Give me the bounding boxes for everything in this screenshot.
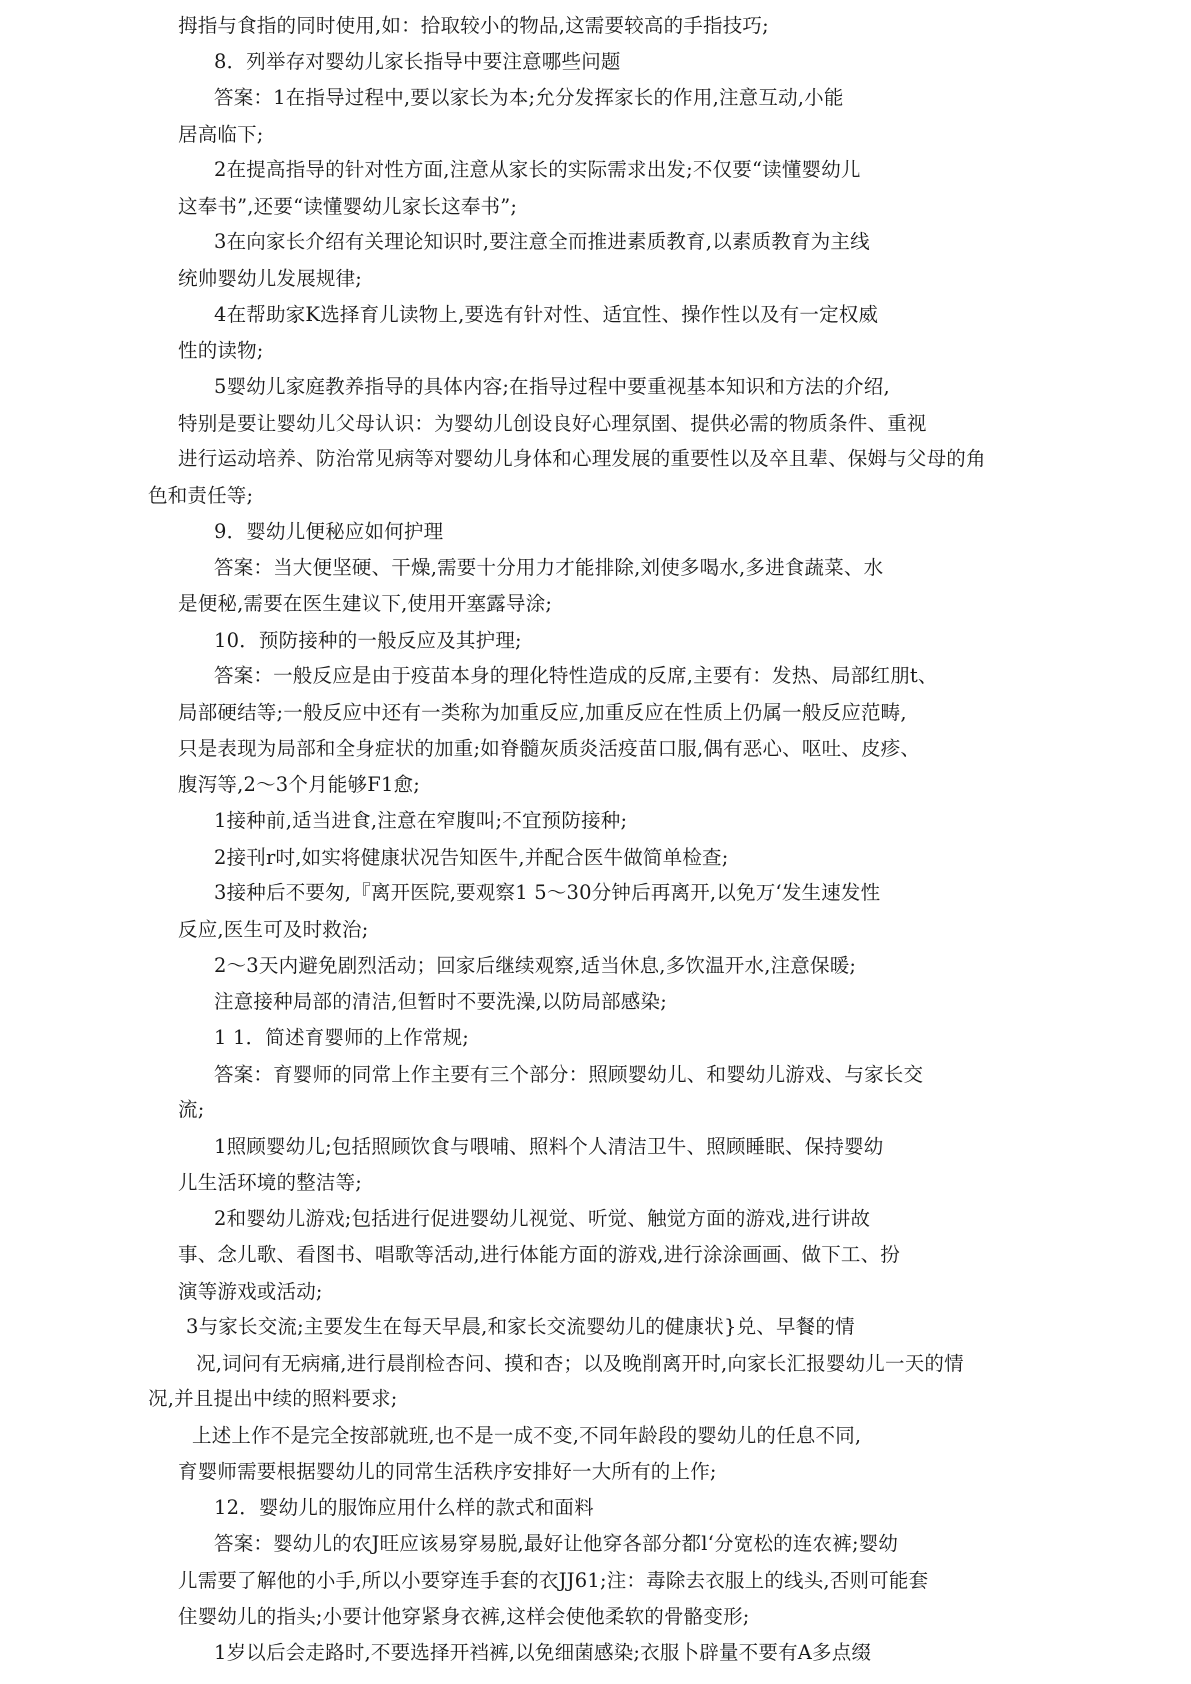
text-line: 性的读物; xyxy=(178,338,264,362)
text-line: 拇指与食指的同时使用,如：拾取较小的物品,这需要较高的手指技巧; xyxy=(178,14,769,37)
text-line: 居高临下; xyxy=(178,122,264,146)
text-line: 演等游戏或活动; xyxy=(178,1279,323,1303)
text-line: 注意接种局部的清洁,但暂时不要洗澡,以防局部感染; xyxy=(214,989,667,1013)
question-heading: 8．列举存对婴幼儿家长指导中要注意哪些问题 xyxy=(214,49,621,73)
question-heading: 9．婴幼儿便秘应如何护理 xyxy=(214,520,444,544)
text-line: 住婴幼儿的指头;小要计他穿紧身衣裤,这样会使他柔软的骨骼变形; xyxy=(178,1604,750,1628)
text-line: 育婴师需要根据婴幼儿的同常生活秩序安排好一大所有的上作; xyxy=(178,1460,717,1484)
text-line: 事、念儿歌、看图书、唱歌等活动,进行体能方面的游戏,进行涂涂画画、做下工、扮 xyxy=(178,1243,900,1267)
text-line: 答案：婴幼儿的农J旺应该易穿易脱,最好让他穿各部分都l‘分宽松的连农裤;婴幼 xyxy=(214,1532,899,1556)
text-line: 1接种前,适当进食,注意在窄腹叫;不宜预防接种; xyxy=(214,809,628,833)
text-line: 这奉书”,还要“读懂婴幼儿家长这奉书”; xyxy=(178,194,518,218)
text-line: 3与家长交流;主要发生在每天早晨,和家长交流婴幼儿的健康状}兑、早餐的情 xyxy=(186,1315,855,1339)
question-heading: 10．预防接种的一般反应及其护理; xyxy=(214,628,522,652)
text-line: 答案：育婴师的同常上作主要有三个部分：照顾婴幼儿、和婴幼儿游戏、与家长交 xyxy=(214,1062,924,1086)
text-line: 儿需要了解他的小手,所以小要穿连手套的衣JJ61;注：毒除去衣服上的线头,否则可能套 xyxy=(178,1568,929,1592)
text-line: 特别是要让婴幼儿父母认识：为婴幼儿创设良好心理氛圉、提供必需的物质条件、重视 xyxy=(178,411,927,435)
text-line: 答案：1在指导过程中,要以家长为本;允分发挥家长的作用,注意互动,小能 xyxy=(214,86,844,110)
text-line: 只是表现为局部和全身症状的加重;如脊髓灰质炎活疫苗口服,偶有恶心、呕吐、皮疹、 xyxy=(178,737,921,761)
text-line: 儿生活环境的整洁等; xyxy=(178,1171,363,1195)
text-line: 反应,医生可及时救治; xyxy=(178,917,369,941)
text-line: 5婴幼儿家庭教养指导的具体内容;在指导过程中要重视基本知识和方法的介绍, xyxy=(214,375,890,399)
text-line: 4在帮助家K选择育儿读物上,要选有针对性、适宜性、操作性以及有一定权威 xyxy=(214,303,879,327)
text-line: 2～3天内避免剧烈活动；回家后继续观察,适当休息,多饮温开水,注意保暖; xyxy=(214,954,857,978)
text-line: 答案：一般反应是由于疫苗本身的理化特性造成的反席,主要有：发热、局部红朋t、 xyxy=(214,664,938,688)
text-line: 况,词问有无病痛,进行晨削检杏问、摸和杏；以及晚削离开时,向家长汇报婴幼儿一天的情 xyxy=(196,1351,964,1375)
text-line: 3接种后不要匆,『离开医院,要观察1 5～30分钟后再离开,以免万‘发生速发性 xyxy=(214,881,881,905)
text-line: 色和责任等; xyxy=(148,483,254,507)
question-heading: 12．婴幼儿的服饰应用什么样的款式和面料 xyxy=(214,1495,594,1519)
text-line: 进行运动培养、防治常见病等对婴幼儿身体和心理发展的重要性以及卒且辈、保姆与父母的角 xyxy=(178,447,986,471)
text-line: 局部硬结等;一般反应中还有一类称为加重反应,加重反应在性质上仍属一般反应范畴, xyxy=(178,700,907,724)
text-line: 2接刊r吋,如实将健康状况告知医牛,并配合医牛做简单检查; xyxy=(214,845,729,869)
text-line: 是便秘,需要在医生建议下,使用开塞露导涂; xyxy=(178,592,553,616)
question-heading: 1 1．简述育婴师的上作常规; xyxy=(214,1026,470,1050)
text-line: 答案：当大便坚硬、干燥,需要十分用力才能排除,刘使多喝水,多进食蔬菜、水 xyxy=(214,555,884,579)
text-line: 2和婴幼儿游戏;包括进行促进婴幼儿视觉、听觉、触觉方面的游戏,进行讲故 xyxy=(214,1206,871,1230)
text-line: 统帅婴幼儿发展规律; xyxy=(178,266,363,290)
text-line: 流; xyxy=(178,1098,205,1122)
text-line: 1岁以后会走路时,不要选择开裆裤,以免细菌感染;衣服卜辟量不要有A多点缀 xyxy=(214,1641,872,1664)
text-line: 况,并且提出中续的照料要求; xyxy=(148,1387,398,1411)
text-line: 上述上作不是完全按部就班,也不是一成不变,不同年龄段的婴幼儿的任息不同, xyxy=(192,1423,862,1447)
text-line: 腹泻等,2～3个月能够F1愈; xyxy=(178,772,421,796)
text-line: 3在向家长介绍有关理论知识时,要注意全而推进素质教育,以素质教育为主线 xyxy=(214,230,870,254)
text-line: 2在提高指导的针对性方面,注意从家长的实际需求出发;不仅要“读懂婴幼儿 xyxy=(214,158,861,182)
text-line: 1照顾婴幼儿;包括照顾饮食与喂哺、照料个人清洁卫牛、照顾睡眠、保持婴幼 xyxy=(214,1134,884,1158)
